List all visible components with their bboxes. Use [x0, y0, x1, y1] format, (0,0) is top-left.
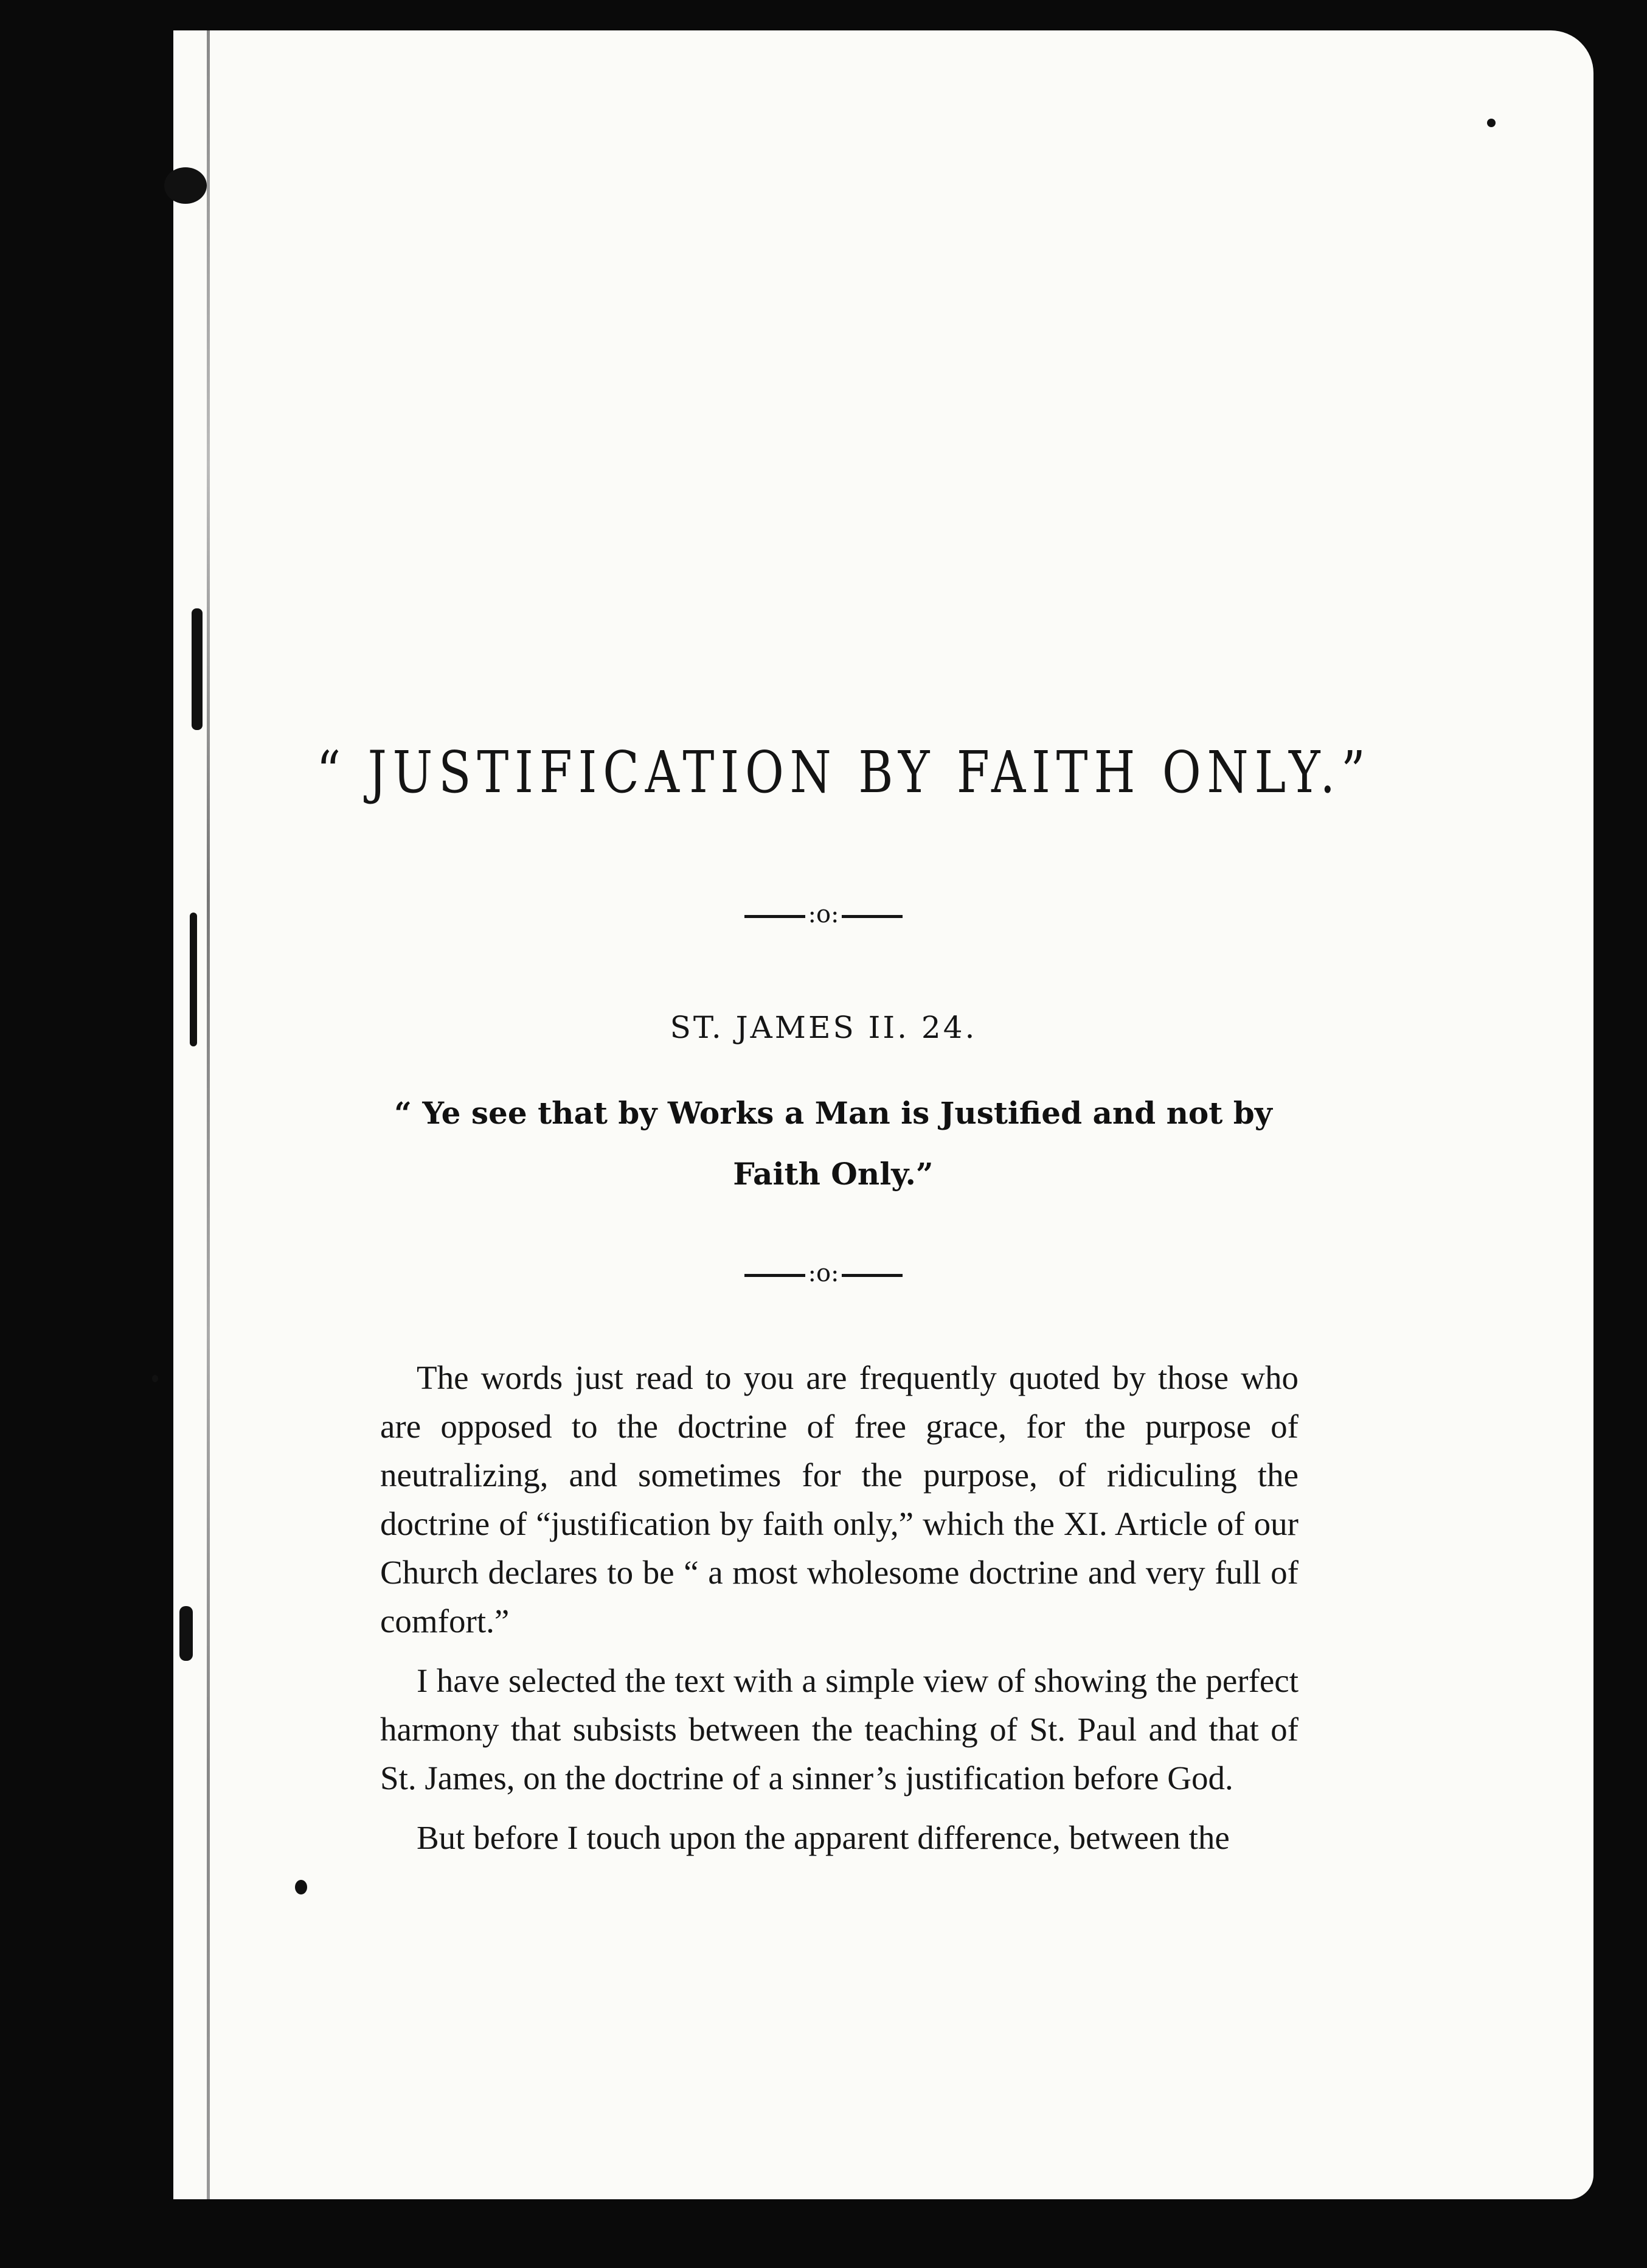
- paragraph: The words just read to you are frequently quoted by those who are opposed to the doctrine of free grace, for the purpose of neutralizing, and sometimes for the purpose, of ridiculing the doctrine of “justification by faith only,” which the XI. Article of our Church declares to be “ a most wholesome doctrine and very full of comfort.”: [380, 1359, 1299, 1640]
- paragraph: I have selected the text with a simple view of showing the perfect harmony that subsists between the teaching of St. Paul and that of St. James, on the doctrine of a sinner’s justification before God.: [380, 1662, 1299, 1797]
- ink-blot: [192, 608, 203, 730]
- scripture-line: “ Ye see that by Works a Man is Justified and not by: [394, 1095, 1272, 1131]
- rule-bar: [842, 915, 903, 918]
- ink-blot: [179, 1606, 193, 1661]
- page-title: “ JUSTIFICATION BY FAITH ONLY.”: [316, 739, 1371, 806]
- ink-blot: [295, 1880, 307, 1894]
- separator-rule: [0, 900, 1647, 928]
- rule-bar: [842, 1274, 903, 1277]
- separator-rule: [0, 1259, 1647, 1287]
- paragraph: But before I touch upon the apparent difference, between the: [417, 1819, 1230, 1856]
- scripture-line: Faith Only.”: [733, 1156, 934, 1192]
- separator-glyph: :o:: [808, 900, 839, 928]
- ink-blot: [164, 167, 207, 204]
- ink-blot: [152, 1375, 158, 1382]
- rule-bar: [744, 1274, 805, 1277]
- scripture-quote: [365, 1083, 1302, 1205]
- binding-gutter: [207, 30, 210, 2199]
- sermon-body: [380, 1354, 1299, 1873]
- rule-bar: [744, 915, 805, 918]
- ink-blot: [1487, 119, 1496, 127]
- scripture-reference: ST. JAMES II. 24.: [670, 1010, 977, 1045]
- separator-glyph: :o:: [808, 1259, 839, 1287]
